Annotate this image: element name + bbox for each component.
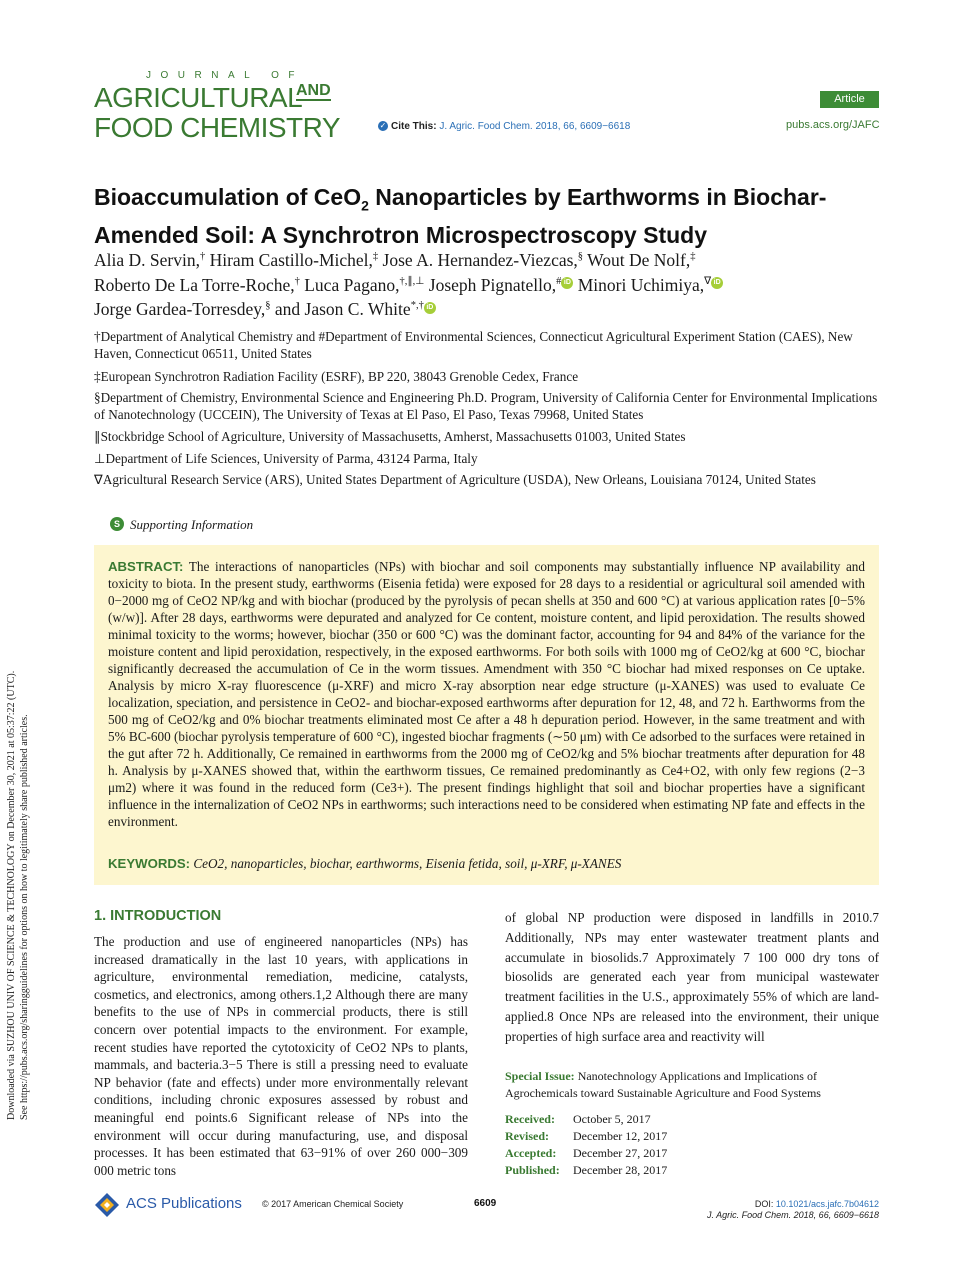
orcid-icon[interactable]: iD (711, 277, 723, 289)
author[interactable]: Joseph Pignatello,# iD (429, 275, 574, 295)
doi: DOI: 10.1021/acs.jafc.7b04612 (754, 1199, 879, 1209)
intro-left-column: The production and use of engineered nanoparticles (NPs) has increased dramatically in the last 10 years, with applications in agriculture, environmental remediation, medicine, catalysts, cosmetics, and electronics, among others.1,2 Although there are many benefits to the use of NPs in commercial products, there is still concern over potential impacts to the environment. For example, recent studies have reported the cytotoxicity of CeO2 NPs to plants, mammals, and bacteria.3−5 There is still a pressing need to evaluate NP behavior (fate and effects) under more environmentally relevant conditions, including chronic exposures assessed by robust and meaningful end points.6 Significant release of NPs into the environment will occur during manufacturing, use, and disposal processes. It has been estimated that 63−91% of over 260 000−309 000 metric tons (94, 934, 468, 1178)
date-row: Revised: December 12, 2017 (505, 1129, 668, 1143)
special-issue-note (505, 1068, 879, 1102)
affiliation: †Department of Analytical Chemistry and #Department of Environmental Sciences, Connecticut Agricultural Experiment Station (CAES), New Haven, Connecticut 06511, United States (94, 329, 853, 361)
affiliation: ‡European Synchrotron Radiation Facility (ESRF), BP 220, 38043 Grenoble Cedex, France (94, 369, 579, 384)
affiliation: ∇Agricultural Research Service (ARS), United States Department of Agriculture (USDA), New Orleans, Louisiana 70124, United States (94, 472, 816, 487)
check-icon: ✓ (379, 121, 387, 131)
orcid-icon[interactable]: iD (424, 302, 436, 314)
abstract (108, 558, 865, 830)
section-heading: 1. INTRODUCTION (94, 908, 222, 924)
download-notice-line: Downloaded via SUZHOU UNIV OF SCIENCE & TECHNOLOGY on December 30, 2021 at 05:37:22 (UTC). (6, 670, 17, 1120)
special-issue-text: Nanotechnology Applications and Implications of Agrochemicals toward Sustainable Agriculture and Food Systems (505, 1069, 821, 1100)
orcid-icon[interactable]: iD (561, 277, 573, 289)
author[interactable]: Wout De Nolf,‡ (587, 249, 696, 270)
author[interactable]: Minori Uchimiya,∇ iD (578, 275, 723, 295)
supporting-info-link[interactable]: Supporting Information (130, 517, 254, 532)
copyright: © 2017 American Chemical Society (262, 1199, 404, 1209)
author[interactable]: Roberto De La Torre-Roche,† (94, 274, 300, 295)
special-issue-label: Special Issue: (505, 1069, 575, 1083)
download-notice (5, 360, 31, 1120)
abstract-label: ABSTRACT: (108, 559, 184, 574)
author[interactable]: Alia D. Servin,† (94, 249, 206, 270)
keywords-list: CeO2, nanoparticles, biochar, earthworms, Eisenia fetida, soil, μ-XRF, μ-XANES (193, 856, 622, 871)
journal-url-link[interactable]: pubs.acs.org/JAFC (786, 119, 880, 131)
author-list (94, 246, 884, 320)
acs-publications-brand[interactable]: ACS Publications (126, 1195, 242, 1212)
date-row: Published: December 28, 2017 (505, 1163, 668, 1177)
page-number: 6609 (474, 1198, 497, 1209)
abstract-body: The interactions of nanoparticles (NPs) with biochar and soil components may substantially influence NP availability and toxicity to biota. In the present study, earthworms (Eisenia fetida) were exposed for 28 days to a residential or agricultural soil amended with 0−2000 mg of CeO2 NP/kg and with biochar (produced by the pyrolysis of pecan shells at 350 and 600 °C) at various application rates [0−5% (w/w)]. After 28 days, earthworms were depurated and analyzed for Ce content, moisture content, and lipid peroxidation. The results showed minimal toxicity to the worms; however, biochar (350 or 600 °C) was the dominant factor, accounting for 94 and 84% of the variance for the moisture content and lipid peroxidation, respectively, in the exposed earthworms. For both soils with 1000 mg of CeO2/kg at 600 °C, biochar significantly decreased the accumulation of Ce in the worm tissues. Amendment with 350 °C biochar had mixed responses on Ce uptake. Analysis by micro X-ray fluorescence (μ-XRF) and micro X-ray absorption near edge structure (μ-XANES) was used to evaluate Ce localization, speciation, and persistence in CeO2- and biochar-exposed earthworms after depuration for 12, 48, and 72 h. Earthworms from the 500 mg of CeO2/kg and 0% biochar treatments eliminated most Ce after a 48 h depuration period. However, in the same treatment and with 5% BC-600 (biochar pyrolysis temperature of 600 °C), ingested biochar fragments (∼50 μm) with Ce adsorbed to the surfaces were retained in the gut after 72 h. Additionally, Ce remained in earthworms from the 2000 mg of CeO2/kg and 5% biochar treatments after depuration for 48 h. Analysis by μ-XANES showed that, within the earthworm tissues, Ce remained predominantly as Ce4+O2, with only few regions (2−3 μm2) where it was found in the reduced form (Ce3+). The present findings highlight that soil and biochar properties have a significant influence in the internalization of CeO2 NPs in earthworms; such interactions need to be considered when estimating NP fate and effects in the environment. (108, 559, 865, 829)
journal-citation: J. Agric. Food Chem. 2018, 66, 6609−6618 (706, 1210, 879, 1220)
supporting-info-icon: S (110, 517, 124, 531)
author[interactable]: Jose A. Hernandez-Viezcas,§ (382, 249, 584, 270)
affiliation: §Department of Chemistry, Environmental Science and Engineering Ph.D. Program, University of California Center for Environmental Implications of Nanotechnology (UCCEIN), The University of Texas at El Paso, El Paso, Texas 79968, United States (94, 390, 878, 422)
journal-kicker: JOURNAL OF (146, 70, 304, 81)
date-row: Received: October 5, 2017 (505, 1112, 651, 1126)
author[interactable]: Hiram Castillo-Michel,‡ (209, 249, 379, 270)
article-type-badge: Article (820, 91, 879, 108)
journal-name-line2: FOOD CHEMISTRY (94, 112, 341, 143)
author[interactable]: Luca Pagano,†,∥,⊥ (304, 274, 425, 295)
affiliation: ∥Stockbridge School of Agriculture, University of Massachusetts, Amherst, Massachusetts 01003, United States (94, 429, 686, 444)
cite-label: Cite This: (391, 121, 437, 132)
date-row: Accepted: December 27, 2017 (505, 1146, 668, 1160)
journal-name-line1: AGRICULTURAL (94, 82, 303, 113)
article-title: Bioaccumulation of CeO$_2$ Nanoparticles by Earthworms in Biochar- Amended Soil: A Synchrotron Microspectroscopy Study (94, 184, 827, 248)
doi-link[interactable]: 10.1021/acs.jafc.7b04612 (775, 1199, 879, 1209)
keywords-label: KEYWORDS: (108, 856, 191, 871)
keywords (108, 855, 865, 872)
author[interactable]: and Jason C. White*,† iD (275, 299, 436, 319)
acs-logo-icon (94, 1192, 120, 1218)
author[interactable]: Jorge Gardea-Torresdey,§ (94, 299, 271, 320)
affiliation: ⊥Department of Life Sciences, University of Parma, 43124 Parma, Italy (94, 451, 478, 466)
cite-reference-link[interactable]: J. Agric. Food Chem. 2018, 66, 6609−6618 (439, 121, 631, 132)
journal-name-and: AND (296, 82, 331, 99)
publication-dates (505, 1111, 879, 1179)
intro-right-column: of global NP production were disposed in landfills in 2010.7 Additionally, NPs may enter wastewater treatment plants and accumulate in biosolids.7 Approximately 7 100 000 dry tons of biosolids are generated each year from municipal wastewater treatment facilities in the U.S., approximately 55% of which are land-applied.8 Once NPs are released into the environment, their unique properties of high surface area and reactivity will (505, 910, 879, 1044)
sharing-guidelines-line[interactable]: See https://pubs.acs.org/sharingguidelines for options on how to legitimately share published articles. (19, 714, 30, 1120)
cite-this[interactable] (378, 121, 630, 132)
